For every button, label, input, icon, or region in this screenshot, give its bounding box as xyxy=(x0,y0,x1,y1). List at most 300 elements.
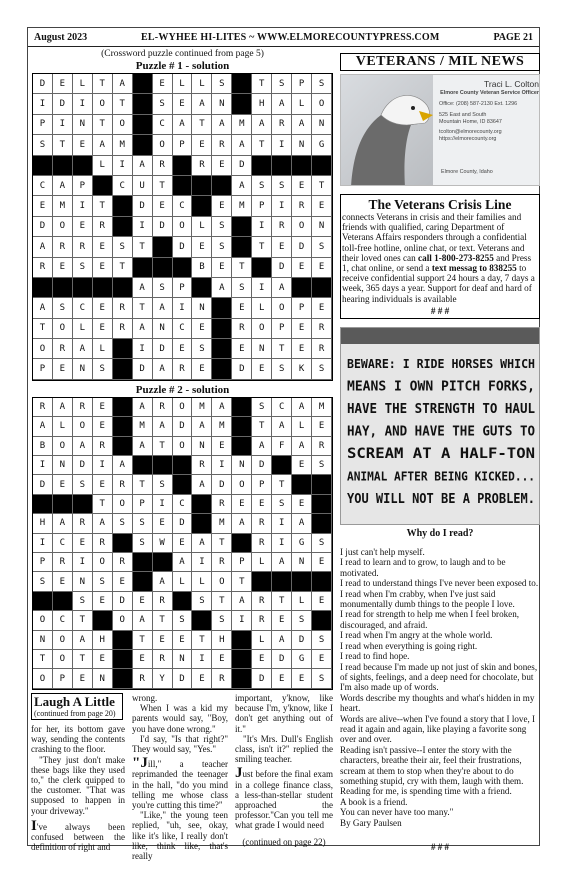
letter-cell: K xyxy=(292,359,312,379)
letter-cell: E xyxy=(272,237,292,257)
letter-cell: T xyxy=(133,475,153,494)
letter-cell: E xyxy=(93,475,113,494)
black-square xyxy=(232,417,252,436)
letter-cell: R xyxy=(153,650,173,669)
letter-cell: O xyxy=(53,631,73,650)
letter-cell: A xyxy=(173,115,193,135)
letter-cell: N xyxy=(173,650,193,669)
letter-cell: A xyxy=(113,456,133,475)
black-square xyxy=(93,278,113,298)
letter-cell: T xyxy=(53,135,73,155)
laugh-column-2 xyxy=(132,693,228,861)
black-square xyxy=(312,514,332,533)
letter-cell: E xyxy=(292,339,312,359)
letter-cell: E xyxy=(113,572,133,591)
black-square xyxy=(173,258,193,278)
letter-cell: R xyxy=(252,592,272,611)
letter-cell: O xyxy=(53,650,73,669)
letter-cell: N xyxy=(73,572,93,591)
letter-cell: S xyxy=(133,514,153,533)
letter-cell: S xyxy=(212,237,232,257)
laugh-paragraph: wrong. xyxy=(132,693,158,703)
black-square xyxy=(133,456,153,475)
letter-cell: A xyxy=(133,156,153,176)
black-square xyxy=(113,278,133,298)
black-square xyxy=(33,592,53,611)
letter-cell: S xyxy=(153,278,173,298)
letter-cell: A xyxy=(192,534,212,553)
letter-cell: P xyxy=(252,475,272,494)
letter-cell: T xyxy=(153,611,173,630)
laugh-paragraph: "They just don't make these bags like they used to," the clerk quipped to the customer. "That was supposed to happen in your driveway." xyxy=(31,754,125,816)
black-square xyxy=(212,176,232,196)
letter-cell: T xyxy=(252,417,272,436)
officer-website[interactable]: https://elmorecounty.org xyxy=(439,136,497,143)
letter-cell: O xyxy=(73,417,93,436)
letter-cell: O xyxy=(113,495,133,514)
letter-cell: R xyxy=(153,398,173,417)
letter-cell: M xyxy=(232,196,252,216)
poem-body xyxy=(340,547,540,828)
black-square xyxy=(73,278,93,298)
black-square xyxy=(53,156,73,176)
letter-cell: O xyxy=(113,611,133,630)
letter-cell: C xyxy=(53,611,73,630)
letter-cell: C xyxy=(153,115,173,135)
letter-cell: P xyxy=(272,319,292,339)
letter-cell: A xyxy=(272,553,292,572)
letter-cell: A xyxy=(232,592,252,611)
letter-cell: I xyxy=(272,534,292,553)
letter-cell: E xyxy=(252,495,272,514)
poem-line: I read to learn and to grow, to laugh and to be motivated. xyxy=(340,557,506,578)
letter-cell: R xyxy=(53,553,73,572)
letter-cell: S xyxy=(272,359,292,379)
letter-cell: A xyxy=(73,631,93,650)
black-square xyxy=(133,94,153,114)
letter-cell: S xyxy=(153,475,173,494)
letter-cell: I xyxy=(133,217,153,237)
letter-cell: O xyxy=(33,611,53,630)
poem-line: I read when everything is going right. xyxy=(340,640,478,651)
letter-cell: S xyxy=(232,278,252,298)
letter-cell: E xyxy=(33,196,53,216)
drop-cap: J xyxy=(235,765,243,782)
letter-cell: S xyxy=(53,298,73,318)
letter-cell: A xyxy=(133,611,153,630)
letter-cell: C xyxy=(173,495,193,514)
letter-cell: E xyxy=(53,475,73,494)
letter-cell: A xyxy=(53,398,73,417)
letter-cell: H xyxy=(212,631,232,650)
letter-cell: L xyxy=(73,74,93,94)
crossword-column xyxy=(31,47,334,690)
letter-cell: M xyxy=(53,196,73,216)
letter-cell: R xyxy=(113,319,133,339)
letter-cell: O xyxy=(212,572,232,591)
black-square xyxy=(33,156,53,176)
letter-cell: N xyxy=(232,456,252,475)
letter-cell: G xyxy=(312,135,332,155)
letter-cell: E xyxy=(153,196,173,216)
letter-cell: R xyxy=(53,339,73,359)
letter-cell: A xyxy=(153,572,173,591)
letter-cell: E xyxy=(292,669,312,688)
letter-cell: C xyxy=(113,176,133,196)
letter-cell: T xyxy=(272,339,292,359)
letter-cell: P xyxy=(133,495,153,514)
letter-cell: S xyxy=(133,534,153,553)
letter-cell: D xyxy=(272,650,292,669)
black-square xyxy=(192,176,212,196)
letter-cell: E xyxy=(192,359,212,379)
letter-cell: O xyxy=(232,475,252,494)
letter-cell: E xyxy=(133,650,153,669)
veterans-banner: VETERANS / MIL NEWS xyxy=(340,53,540,71)
sign-line: ANIMAL AFTER BEING KICKED... xyxy=(347,468,535,484)
letter-cell: E xyxy=(212,196,232,216)
letter-cell: R xyxy=(173,359,193,379)
officer-address-1: 525 East and South xyxy=(439,111,487,118)
letter-cell: P xyxy=(173,278,193,298)
letter-cell: L xyxy=(93,156,113,176)
letter-cell: E xyxy=(312,650,332,669)
letter-cell: T xyxy=(252,74,272,94)
letter-cell: T xyxy=(113,94,133,114)
letter-cell: L xyxy=(73,319,93,339)
letter-cell: S xyxy=(252,398,272,417)
letter-cell: R xyxy=(33,398,53,417)
poem-line: A book is a friend. xyxy=(340,796,408,807)
black-square xyxy=(113,669,133,688)
letter-cell: T xyxy=(212,592,232,611)
black-square xyxy=(192,196,212,216)
letter-cell: L xyxy=(292,592,312,611)
black-square xyxy=(133,115,153,135)
letter-cell: A xyxy=(272,278,292,298)
laugh-paragraph: for her, its bottom gave way, sending the contents crashing to the floor. xyxy=(31,724,125,755)
letter-cell: D xyxy=(173,237,193,257)
letter-cell: T xyxy=(133,237,153,257)
letter-cell: E xyxy=(73,217,93,237)
letter-cell: E xyxy=(93,650,113,669)
letter-cell: R xyxy=(272,115,292,135)
letter-cell: O xyxy=(33,339,53,359)
letter-cell: H xyxy=(33,514,53,533)
crisis-line-box xyxy=(340,194,540,319)
black-square xyxy=(113,534,133,553)
letter-cell: S xyxy=(192,592,212,611)
letter-cell: A xyxy=(173,553,193,572)
laugh-paragraph: I'd say, "Is that right?" They would say, "Yes." xyxy=(132,733,228,755)
letter-cell: R xyxy=(73,398,93,417)
black-square xyxy=(312,495,332,514)
black-square xyxy=(113,650,133,669)
letter-cell: I xyxy=(33,94,53,114)
poem-line: I read because I'm made up not just of skin and bones, of sights, feelings, and a deep need for chocolate, but I'm also made up of words. xyxy=(340,661,538,693)
letter-cell: N xyxy=(33,631,53,650)
black-square xyxy=(113,217,133,237)
publication-title: EL-WYHEE HI-LITES ~ WWW.ELMORECOUNTYPRESS.COM xyxy=(141,31,440,43)
letter-cell: E xyxy=(232,298,252,318)
letter-cell: O xyxy=(53,437,73,456)
letter-cell: A xyxy=(212,115,232,135)
letter-cell: I xyxy=(33,534,53,553)
black-square xyxy=(113,359,133,379)
black-square xyxy=(232,437,252,456)
letter-cell: M xyxy=(232,115,252,135)
laugh-paragraph: "Like," the young teen replied, "uh, see, okay, like it's like, I really don't like, think like, that's really xyxy=(132,810,228,862)
letter-cell: N xyxy=(212,94,232,114)
letter-cell: O xyxy=(153,135,173,155)
letter-cell: R xyxy=(113,475,133,494)
letter-cell: O xyxy=(312,94,332,114)
letter-cell: T xyxy=(232,258,252,278)
letter-cell: L xyxy=(292,94,312,114)
letter-cell: A xyxy=(133,398,153,417)
sign-line: HAVE THE STRENGTH TO HAUL xyxy=(347,402,536,418)
letter-cell: R xyxy=(232,319,252,339)
letter-cell: A xyxy=(272,631,292,650)
letter-cell: P xyxy=(232,553,252,572)
officer-role: Elmore County Veteran Service Officer xyxy=(440,90,539,96)
letter-cell: N xyxy=(53,456,73,475)
letter-cell: D xyxy=(33,217,53,237)
laugh-paragraph: When I was a kid my parents would say, "Boy, you have done wrong." xyxy=(132,703,228,734)
letter-cell: A xyxy=(232,135,252,155)
letter-cell: O xyxy=(53,319,73,339)
letter-cell: R xyxy=(73,237,93,257)
letter-cell: T xyxy=(93,74,113,94)
black-square xyxy=(113,631,133,650)
officer-info xyxy=(439,79,539,175)
letter-cell: T xyxy=(192,631,212,650)
black-square xyxy=(113,398,133,417)
letter-cell: E xyxy=(73,135,93,155)
black-square xyxy=(252,258,272,278)
puzzle2-grid xyxy=(32,397,333,690)
letter-cell: R xyxy=(212,553,232,572)
letter-cell: A xyxy=(192,94,212,114)
letter-cell: E xyxy=(312,417,332,436)
black-square xyxy=(192,495,212,514)
letter-cell: D xyxy=(212,475,232,494)
letter-cell: D xyxy=(173,669,193,688)
letter-cell: R xyxy=(192,456,212,475)
letter-cell: I xyxy=(93,456,113,475)
letter-cell: P xyxy=(33,553,53,572)
letter-cell: D xyxy=(252,456,272,475)
letter-cell: O xyxy=(173,398,193,417)
letter-cell: N xyxy=(192,298,212,318)
letter-cell: T xyxy=(93,495,113,514)
letter-cell: E xyxy=(292,258,312,278)
black-square xyxy=(133,572,153,591)
letter-cell: E xyxy=(173,339,193,359)
black-square xyxy=(312,475,332,494)
black-square xyxy=(113,417,133,436)
page-header xyxy=(28,28,539,47)
letter-cell: T xyxy=(212,534,232,553)
letter-cell: H xyxy=(93,631,113,650)
letter-cell: R xyxy=(272,217,292,237)
letter-cell: M xyxy=(312,398,332,417)
letter-cell: E xyxy=(232,339,252,359)
drop-cap: "J xyxy=(132,755,148,772)
letter-cell: A xyxy=(252,437,272,456)
letter-cell: E xyxy=(312,298,332,318)
letter-cell: P xyxy=(292,298,312,318)
black-square xyxy=(73,495,93,514)
letter-cell: A xyxy=(153,417,173,436)
letter-cell: A xyxy=(133,319,153,339)
crisis-text: connects Veterans in crisis and their families and friends with qualified, caring Department of Veterans Affairs responders through a confidential toll-free hotline, online chat, or text. Veterans and their loved ones can xyxy=(342,212,527,263)
letter-cell: O xyxy=(272,298,292,318)
letter-cell: N xyxy=(312,217,332,237)
black-square xyxy=(252,156,272,176)
black-square xyxy=(153,456,173,475)
letter-cell: I xyxy=(33,456,53,475)
letter-cell: S xyxy=(312,237,332,257)
letter-cell: R xyxy=(113,553,133,572)
letter-cell: T xyxy=(33,319,53,339)
letter-cell: T xyxy=(153,437,173,456)
black-square xyxy=(33,278,53,298)
letter-cell: E xyxy=(93,298,113,318)
letter-cell: N xyxy=(312,115,332,135)
letter-cell: H xyxy=(252,94,272,114)
letter-cell: A xyxy=(93,514,113,533)
letter-cell: A xyxy=(133,437,153,456)
laugh-paragraph: ust before the final exam in a college finance class, a less-than-stellar student approached the professor."Can you tell me what grade I would need xyxy=(235,769,333,831)
letter-cell: E xyxy=(312,553,332,572)
letter-cell: L xyxy=(252,298,272,318)
continued-note: (Crossword puzzle continued from page 5) xyxy=(101,49,264,59)
black-square xyxy=(192,611,212,630)
letter-cell: E xyxy=(173,631,193,650)
letter-cell: B xyxy=(33,437,53,456)
black-square xyxy=(192,278,212,298)
letter-cell: L xyxy=(192,217,212,237)
letter-cell: N xyxy=(292,135,312,155)
drop-cap: I xyxy=(31,817,37,834)
letter-cell: S xyxy=(312,359,332,379)
black-square xyxy=(212,359,232,379)
letter-cell: I xyxy=(272,135,292,155)
letter-cell: E xyxy=(73,534,93,553)
letter-cell: R xyxy=(153,156,173,176)
letter-cell: O xyxy=(53,217,73,237)
letter-cell: T xyxy=(133,298,153,318)
letter-cell: A xyxy=(272,417,292,436)
letter-cell: A xyxy=(33,298,53,318)
letter-cell: N xyxy=(73,115,93,135)
black-square xyxy=(232,398,252,417)
poem-line: By Gary Paulsen xyxy=(340,817,402,828)
black-square xyxy=(312,611,332,630)
letter-cell: C xyxy=(272,398,292,417)
letter-cell: I xyxy=(73,196,93,216)
letter-cell: E xyxy=(272,669,292,688)
laugh-column-3 xyxy=(235,693,333,847)
sign-line: SCREAM AT A HALF-TON xyxy=(347,446,535,463)
sign-image xyxy=(341,328,540,525)
crisis-phone[interactable]: call 1-800-273-8255 xyxy=(418,252,494,263)
poem-line: Reading for me, is spending time with a friend. xyxy=(340,786,512,797)
letter-cell: D xyxy=(173,514,193,533)
laugh-paragraph: "It's Mrs. Dull's English class, isn't it?" replied the smiling teacher. xyxy=(235,733,333,765)
letter-cell: E xyxy=(173,534,193,553)
letter-cell: S xyxy=(93,572,113,591)
letter-cell: T xyxy=(33,650,53,669)
sign-line: BEWARE: I RIDE HORSES WHICH xyxy=(347,356,535,372)
black-square xyxy=(292,475,312,494)
letter-cell: I xyxy=(53,115,73,135)
poem-line: I read when I'm angry at the whole world. xyxy=(340,630,493,641)
black-square xyxy=(232,237,252,257)
letter-cell: S xyxy=(73,258,93,278)
black-square xyxy=(173,156,193,176)
letter-cell: E xyxy=(312,196,332,216)
letter-cell: E xyxy=(192,135,212,155)
letter-cell: E xyxy=(93,592,113,611)
letter-cell: G xyxy=(292,650,312,669)
letter-cell: T xyxy=(252,135,272,155)
crisis-body xyxy=(342,212,538,304)
black-square xyxy=(153,553,173,572)
black-square xyxy=(133,135,153,155)
letter-cell: D xyxy=(272,258,292,278)
black-square xyxy=(53,495,73,514)
letter-cell: P xyxy=(173,135,193,155)
letter-cell: R xyxy=(93,437,113,456)
letter-cell: A xyxy=(33,237,53,257)
letter-cell: A xyxy=(113,74,133,94)
letter-cell: E xyxy=(93,398,113,417)
black-square xyxy=(212,319,232,339)
crisis-sms[interactable]: text messag to 838255 xyxy=(431,263,517,274)
letter-cell: R xyxy=(33,258,53,278)
letter-cell: A xyxy=(292,514,312,533)
letter-cell: P xyxy=(292,74,312,94)
black-square xyxy=(272,156,292,176)
page-number: PAGE 21 xyxy=(493,31,533,43)
letter-cell: A xyxy=(93,135,113,155)
letter-cell: E xyxy=(212,650,232,669)
black-square xyxy=(53,592,73,611)
letter-cell: A xyxy=(212,278,232,298)
letter-cell: D xyxy=(232,359,252,379)
letter-cell: S xyxy=(272,176,292,196)
black-square xyxy=(192,514,212,533)
letter-cell: T xyxy=(113,258,133,278)
veterans-column xyxy=(340,47,540,852)
sign-line: MEANS I OWN PITCH FORKS, xyxy=(347,378,535,395)
black-square xyxy=(292,278,312,298)
end-mark: # # # xyxy=(431,842,449,852)
officer-address-2: Mountain Home, ID 83647 xyxy=(439,118,502,125)
officer-email[interactable]: tcolton@elmorecounty.org xyxy=(439,129,502,136)
letter-cell: D xyxy=(153,217,173,237)
letter-cell: O xyxy=(292,217,312,237)
letter-cell: R xyxy=(212,669,232,688)
letter-cell: S xyxy=(33,572,53,591)
black-square xyxy=(232,669,252,688)
letter-cell: M xyxy=(113,135,133,155)
letter-cell: A xyxy=(53,514,73,533)
letter-cell: D xyxy=(73,456,93,475)
black-square xyxy=(292,156,312,176)
